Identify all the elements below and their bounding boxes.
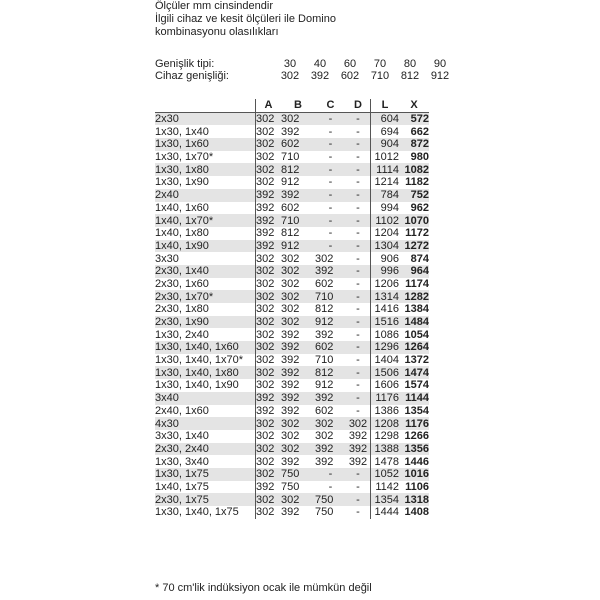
- cell-b: 602: [281, 201, 300, 214]
- cell-c: 710: [315, 290, 346, 303]
- cell-l: 1142: [371, 481, 400, 494]
- cell-a: 302: [256, 265, 282, 278]
- cell-d: -: [346, 316, 371, 329]
- cell-c: 302: [315, 417, 346, 430]
- cell-x: 1266: [404, 430, 429, 443]
- cell-d: -: [356, 151, 360, 164]
- cell-c: -: [328, 176, 333, 189]
- table-body: [155, 112, 429, 519]
- cell-x: 1182: [405, 176, 429, 189]
- cell-a: 392: [256, 189, 282, 202]
- cell-a: 392: [256, 392, 282, 405]
- intro-line-1: Ölçüler mm cinsindendir: [155, 0, 273, 12]
- table-row: [155, 354, 429, 367]
- table-row: [155, 278, 429, 291]
- cell-b: 392: [281, 354, 300, 367]
- header-b: B: [281, 99, 315, 112]
- cell-c: -: [328, 227, 333, 240]
- width-type-value: 90: [433, 58, 447, 70]
- cell-a: 302: [256, 163, 282, 176]
- cell-l: 1354: [371, 493, 400, 506]
- header-x: X: [399, 99, 429, 112]
- cell-d: -: [346, 493, 371, 506]
- cell-d: -: [356, 201, 360, 214]
- cell-x: 1372: [404, 354, 429, 367]
- cell-a: 302: [256, 303, 282, 316]
- table-row: [155, 151, 429, 164]
- cell-l: 1416: [371, 303, 400, 316]
- cell-x: 662: [410, 125, 429, 138]
- cell-combination: 2x30, 2x40: [155, 443, 256, 456]
- cell-l: 1102: [371, 214, 400, 227]
- cell-a: 302: [256, 328, 282, 341]
- width-specs: [155, 58, 455, 82]
- table-row: [155, 176, 429, 189]
- cell-b: 302: [281, 290, 315, 303]
- table-row: [155, 202, 429, 215]
- cell-a: 302: [256, 138, 282, 151]
- table-row: [155, 112, 429, 125]
- cell-d: -: [356, 227, 360, 240]
- cell-a: 302: [256, 493, 282, 506]
- cell-b: 392: [281, 392, 315, 405]
- cell-c: -: [328, 151, 333, 164]
- table-row: [155, 227, 429, 240]
- width-type-value: 80: [403, 58, 417, 70]
- header-c: C: [315, 99, 346, 112]
- cell-l: 1516: [371, 316, 400, 329]
- device-width-row: [155, 70, 455, 82]
- cell-x: 1474: [399, 366, 429, 379]
- cell-a: 392: [256, 214, 282, 227]
- cell-d: -: [356, 277, 360, 290]
- cell-l: 1208: [371, 417, 400, 430]
- cell-x: 1282: [399, 290, 429, 303]
- cell-d: 302: [346, 417, 371, 430]
- device-width-value: 302: [280, 70, 300, 82]
- cell-a: 302: [256, 430, 282, 443]
- cell-l: 1314: [371, 290, 400, 303]
- cell-d: -: [346, 112, 371, 125]
- cell-x: 872: [399, 138, 429, 151]
- width-type-value: 60: [343, 58, 357, 70]
- cell-l: 1506: [371, 366, 400, 379]
- cell-l: 1204: [371, 227, 400, 240]
- cell-combination: 1x30, 2x40: [155, 328, 209, 341]
- cell-b: 302: [281, 252, 300, 265]
- table-row: [155, 430, 429, 443]
- cell-d: -: [356, 328, 360, 341]
- table-row: [155, 481, 429, 494]
- cell-d: -: [346, 265, 371, 278]
- cell-a: 392: [256, 240, 282, 253]
- cell-l: 784: [371, 189, 400, 202]
- cell-combination: 1x30, 1x60: [155, 138, 256, 151]
- footnote: * 70 cm'lik indüksiyon ocak ile mümkün değil: [155, 582, 372, 594]
- cell-combination: 1x30, 1x40: [155, 125, 209, 138]
- cell-d: -: [356, 125, 360, 138]
- cell-a: 302: [256, 252, 282, 265]
- cell-b: 392: [281, 189, 315, 202]
- intro-line-3: kombinasyonu olasılıkları: [155, 26, 279, 38]
- cell-l: 694: [371, 125, 400, 138]
- cell-combination: 1x30, 1x40, 1x70*: [155, 354, 244, 367]
- cell-c: -: [315, 163, 346, 176]
- cell-d: -: [346, 341, 371, 354]
- table-row: [155, 443, 429, 456]
- cell-x: 1176: [399, 417, 429, 430]
- cell-d: -: [356, 252, 360, 265]
- cell-b: 302: [281, 265, 315, 278]
- cell-l: 1296: [371, 341, 400, 354]
- cell-a: 302: [256, 455, 282, 468]
- table-row: [155, 366, 429, 379]
- cell-c: 392: [315, 265, 346, 278]
- cell-combination: 1x30, 1x40, 1x90: [155, 379, 239, 392]
- cell-c: 392: [315, 392, 346, 405]
- cell-l: 604: [371, 112, 400, 125]
- cell-b: 302: [281, 316, 315, 329]
- cell-a: 302: [256, 290, 282, 303]
- cell-combination: 2x40, 1x60: [155, 404, 209, 417]
- cell-d: 392: [348, 455, 368, 468]
- cell-a: 302: [256, 112, 282, 125]
- cell-d: -: [346, 163, 371, 176]
- cell-c: -: [315, 189, 346, 202]
- cell-x: 874: [410, 252, 429, 265]
- cell-combination: 3x30, 1x40: [155, 430, 209, 443]
- cell-x: 1174: [405, 277, 429, 290]
- cell-d: -: [356, 404, 360, 417]
- cell-combination: 1x40, 1x80: [155, 227, 209, 240]
- cell-a: 302: [256, 151, 282, 164]
- table-row: [155, 316, 429, 329]
- width-type-value: 70: [373, 58, 387, 70]
- cell-d: -: [356, 303, 360, 316]
- cell-b: 392: [281, 379, 300, 392]
- device-width-value: 392: [310, 70, 330, 82]
- table-row: [155, 506, 429, 519]
- table-row: [155, 265, 429, 278]
- table-row: [155, 379, 429, 392]
- cell-b: 302: [281, 443, 315, 456]
- intro-text: [155, 0, 336, 39]
- cell-combination: 3x40: [155, 392, 256, 405]
- cell-l: 1052: [371, 468, 400, 481]
- header-a: A: [256, 99, 282, 112]
- cell-c: 710: [315, 354, 334, 367]
- cell-combination: 1x40, 1x60: [155, 201, 209, 214]
- header-d: D: [346, 99, 371, 112]
- cell-combination: 2x40: [155, 189, 256, 202]
- cell-b: 392: [281, 404, 300, 417]
- table-row: [155, 290, 429, 303]
- device-width-value: 812: [400, 70, 420, 82]
- cell-x: 752: [399, 189, 429, 202]
- cell-x: 1082: [399, 163, 429, 176]
- cell-x: 1446: [404, 455, 429, 468]
- cell-combination: 2x30, 1x75: [155, 493, 256, 506]
- cell-b: 392: [281, 125, 300, 138]
- cell-combination: 2x30, 1x70*: [155, 290, 256, 303]
- cell-combination: 2x30, 1x40: [155, 265, 256, 278]
- cell-a: 392: [256, 202, 282, 215]
- cell-c: -: [315, 214, 346, 227]
- cell-b: 392: [281, 366, 315, 379]
- cell-x: 1144: [399, 392, 429, 405]
- cell-b: 302: [281, 417, 315, 430]
- cell-a: 302: [256, 417, 282, 430]
- cell-a: 302: [256, 379, 282, 392]
- cell-b: 912: [281, 240, 315, 253]
- table-row: [155, 341, 429, 354]
- cell-d: -: [356, 506, 360, 519]
- cell-c: 602: [315, 341, 346, 354]
- cell-combination: 2x30: [155, 112, 256, 125]
- cell-a: 302: [256, 341, 282, 354]
- cell-l: 1298: [371, 430, 400, 443]
- cell-b: 710: [281, 214, 315, 227]
- cell-c: 602: [315, 277, 334, 290]
- cell-a: 302: [256, 443, 282, 456]
- cell-x: 1106: [405, 480, 429, 493]
- cell-c: -: [315, 112, 346, 125]
- table-row: [155, 138, 429, 151]
- cell-a: 392: [256, 481, 282, 494]
- cell-d: 392: [348, 430, 368, 443]
- cell-x: 1272: [399, 240, 429, 253]
- cell-l: 996: [371, 265, 400, 278]
- cell-c: 750: [315, 493, 346, 506]
- cell-x: 980: [410, 151, 429, 164]
- table-row: [155, 189, 429, 202]
- cell-b: 812: [281, 227, 300, 240]
- device-width-value: 602: [340, 70, 360, 82]
- cell-b: 302: [281, 277, 300, 290]
- table-row: [155, 240, 429, 253]
- cell-b: 750: [281, 480, 300, 493]
- cell-combination: 1x30, 1x80: [155, 163, 256, 176]
- cell-combination: 1x30, 3x40: [155, 455, 209, 468]
- cell-l: 1386: [371, 405, 400, 418]
- cell-l: 1444: [371, 506, 400, 519]
- cell-x: 1264: [399, 341, 429, 354]
- cell-d: -: [346, 290, 371, 303]
- cell-d: -: [356, 354, 360, 367]
- cell-x: 1172: [405, 227, 429, 240]
- cell-combination: 1x30, 1x75: [155, 468, 256, 481]
- table-row: [155, 417, 429, 430]
- width-type-row: [155, 58, 455, 70]
- cell-c: -: [315, 138, 346, 151]
- table-row: [155, 493, 429, 506]
- cell-c: 602: [315, 404, 334, 417]
- cell-c: 812: [315, 366, 346, 379]
- table-header-row: [155, 99, 429, 112]
- table-row: [155, 468, 429, 481]
- cell-c: 750: [315, 506, 334, 519]
- cell-l: 994: [371, 202, 400, 215]
- cell-l: 1206: [371, 278, 400, 291]
- cell-x: 1016: [399, 468, 429, 481]
- header-l: L: [371, 99, 400, 112]
- cell-a: 302: [256, 366, 282, 379]
- width-type-label: Genişlik tipi:: [155, 58, 215, 70]
- cell-b: 812: [281, 163, 315, 176]
- cell-x: 962: [410, 201, 429, 214]
- table-row: [155, 252, 429, 265]
- cell-l: 906: [371, 252, 400, 265]
- cell-l: 1388: [371, 443, 400, 456]
- cell-b: 750: [281, 468, 315, 481]
- cell-c: -: [315, 468, 346, 481]
- cell-combination: 2x30, 1x90: [155, 316, 256, 329]
- cell-c: -: [328, 480, 333, 493]
- cell-d: -: [356, 379, 360, 392]
- cell-l: 1478: [371, 455, 400, 468]
- cell-a: 392: [256, 227, 282, 240]
- cell-d: -: [346, 240, 371, 253]
- cell-x: 1054: [404, 328, 429, 341]
- cell-l: 1176: [371, 392, 400, 405]
- cell-l: 1304: [371, 240, 400, 253]
- cell-combination: 1x30, 1x70*: [155, 151, 214, 164]
- cell-combination: 1x30, 1x40, 1x80: [155, 366, 256, 379]
- cell-a: 302: [256, 176, 282, 189]
- width-type-value: 30: [283, 58, 297, 70]
- cell-d: -: [346, 366, 371, 379]
- cell-x: 964: [399, 265, 429, 278]
- cell-d: -: [346, 138, 371, 151]
- cell-c: -: [328, 201, 333, 214]
- device-width-value: 912: [430, 70, 450, 82]
- cell-c: 302: [315, 252, 334, 265]
- cell-l: 1012: [371, 151, 400, 164]
- cell-d: -: [356, 176, 360, 189]
- cell-d: -: [356, 480, 360, 493]
- cell-b: 392: [281, 506, 300, 519]
- cell-b: 710: [281, 151, 300, 164]
- cell-combination: 3x30: [155, 252, 179, 265]
- width-type-value: 40: [313, 58, 327, 70]
- cell-x: 1070: [399, 214, 429, 227]
- cell-x: 1356: [399, 443, 429, 456]
- cell-x: 572: [399, 112, 429, 125]
- cell-x: 1408: [404, 506, 429, 519]
- cell-b: 392: [281, 455, 300, 468]
- cell-b: 302: [281, 493, 315, 506]
- table-row: [155, 328, 429, 341]
- device-width-label: Cihaz genişliği:: [155, 70, 229, 82]
- intro-line-2: İlgili cihaz ve kesit ölçüleri ile Domino: [155, 13, 336, 25]
- cell-x: 1318: [399, 493, 429, 506]
- cell-b: 392: [281, 341, 315, 354]
- cell-combination: 1x30, 1x40, 1x60: [155, 341, 256, 354]
- cell-l: 1214: [371, 176, 400, 189]
- cell-c: 392: [315, 328, 334, 341]
- device-width-value: 710: [370, 70, 390, 82]
- cell-combination: 1x40, 1x75: [155, 480, 209, 493]
- cell-a: 302: [256, 125, 282, 138]
- table-row: [155, 405, 429, 418]
- cell-l: 1606: [371, 379, 400, 392]
- cell-a: 302: [256, 316, 282, 329]
- cell-combination: 1x40, 1x70*: [155, 214, 256, 227]
- cell-b: 602: [281, 138, 315, 151]
- cell-d: -: [346, 214, 371, 227]
- cell-c: 302: [315, 430, 334, 443]
- cell-d: -: [346, 468, 371, 481]
- cell-c: 912: [315, 316, 346, 329]
- cell-x: 1384: [404, 303, 429, 316]
- table-row: [155, 392, 429, 405]
- cell-c: 812: [315, 303, 334, 316]
- cell-x: 1484: [399, 316, 429, 329]
- cell-b: 302: [281, 112, 315, 125]
- cell-a: 302: [256, 468, 282, 481]
- cell-c: 912: [315, 379, 334, 392]
- cell-c: 392: [315, 455, 334, 468]
- cell-b: 912: [281, 176, 300, 189]
- cell-l: 1404: [371, 354, 400, 367]
- cell-combination: 1x30, 1x40, 1x75: [155, 506, 239, 519]
- cell-d: -: [346, 189, 371, 202]
- cell-c: 392: [315, 443, 346, 456]
- cell-a: 302: [256, 354, 282, 367]
- table-row: [155, 214, 429, 227]
- cell-b: 392: [281, 328, 300, 341]
- table-row: [155, 455, 429, 468]
- cell-a: 302: [256, 278, 282, 291]
- cell-b: 302: [281, 303, 300, 316]
- cell-combination: 4x30: [155, 417, 256, 430]
- cell-a: 302: [256, 506, 282, 519]
- combination-table: [155, 99, 429, 519]
- cell-l: 1086: [371, 328, 400, 341]
- cell-x: 1574: [404, 379, 429, 392]
- cell-a: 392: [256, 405, 282, 418]
- cell-b: 302: [281, 430, 300, 443]
- cell-combination: 2x30, 1x80: [155, 303, 209, 316]
- table-row: [155, 125, 429, 138]
- cell-c: -: [315, 240, 346, 253]
- cell-l: 1114: [371, 163, 400, 176]
- cell-combination: 2x30, 1x60: [155, 277, 209, 290]
- table-row: [155, 303, 429, 316]
- cell-c: -: [328, 125, 333, 138]
- cell-combination: 1x40, 1x90: [155, 240, 256, 253]
- header-combo: [155, 99, 256, 112]
- cell-d: 392: [346, 443, 371, 456]
- table-row: [155, 163, 429, 176]
- cell-x: 1354: [404, 404, 429, 417]
- cell-l: 904: [371, 138, 400, 151]
- cell-combination: 1x30, 1x90: [155, 176, 209, 189]
- cell-d: -: [346, 392, 371, 405]
